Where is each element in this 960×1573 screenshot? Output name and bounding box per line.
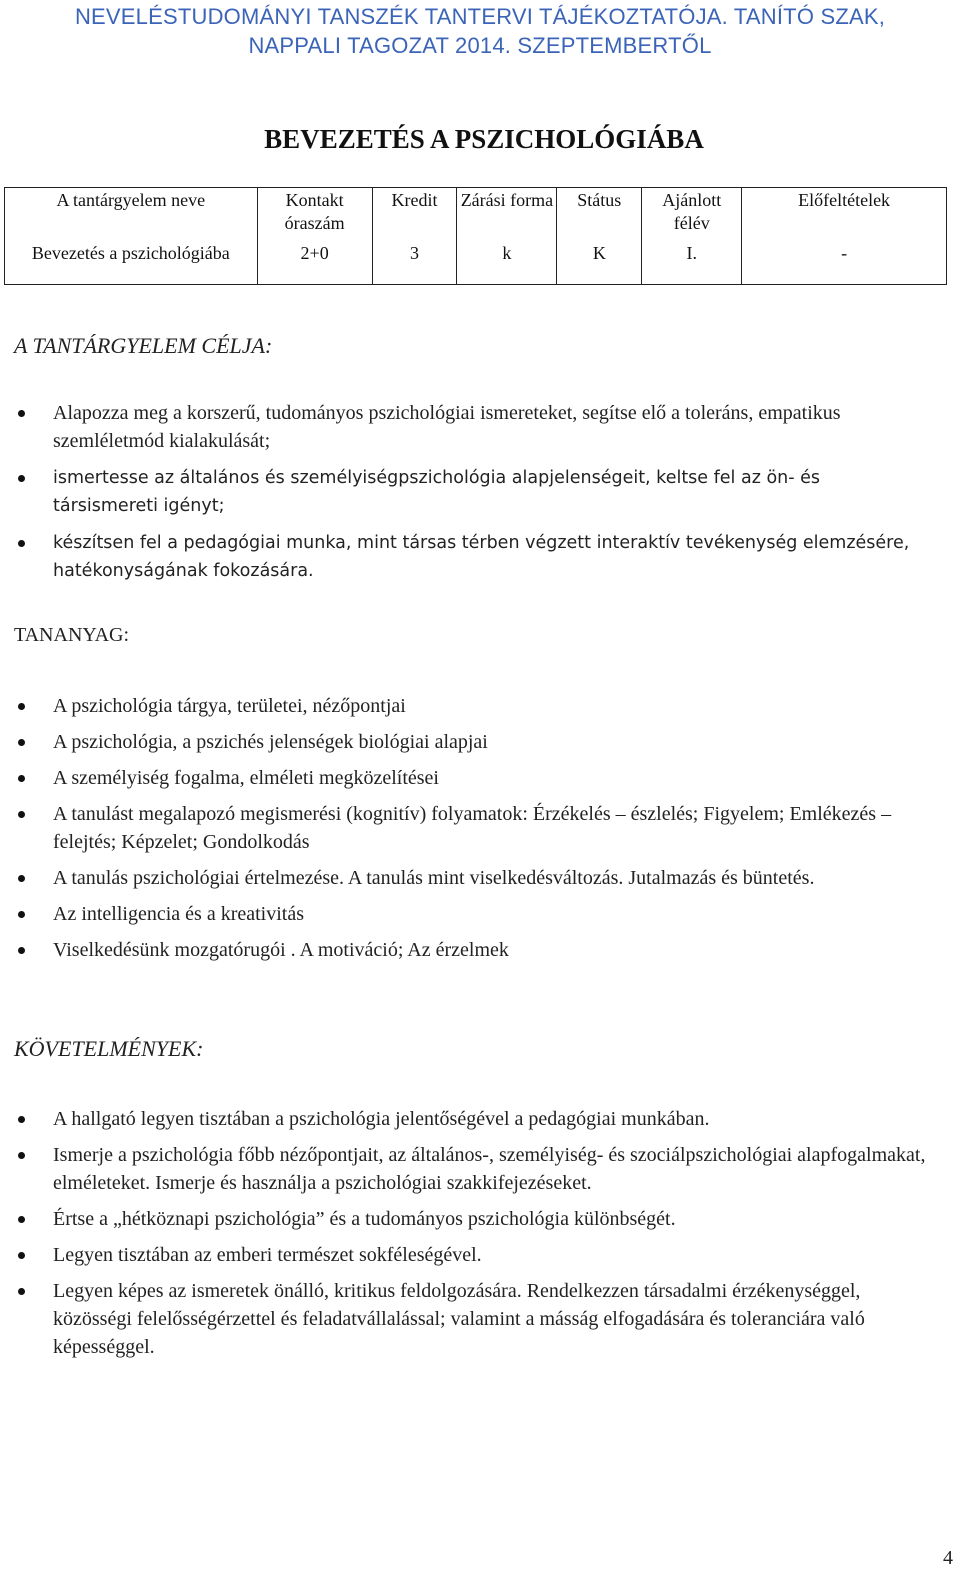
requirements-heading: KÖVETELMÉNYEK: <box>14 1036 204 1061</box>
list-item <box>0 692 930 720</box>
list-item <box>0 1141 930 1197</box>
document-header <box>0 2 960 60</box>
table-header-row <box>5 188 947 241</box>
list-item <box>0 864 930 892</box>
bullet-icon <box>18 1216 25 1223</box>
bullet-icon <box>18 739 25 746</box>
bullet-icon <box>18 811 25 818</box>
material-text: Az intelligencia és a kreativitás <box>53 903 305 925</box>
header-cell-recommended-semester: Ajánlott félév <box>642 188 742 241</box>
list-item <box>0 464 930 520</box>
requirement-text: Legyen képes az ismeretek önálló, kritikus feldolgozására. Rendelkezzen társadalmi érzékenységgel, közösségi felelősségérzettel és feladatvállalással; valamint a másság elfogadására és toleranciára való képességgel. <box>53 1280 865 1358</box>
bullet-icon <box>18 947 25 954</box>
list-item <box>0 1277 930 1361</box>
cell-closing-form: k <box>457 241 557 285</box>
material-text: A pszichológia, a pszichés jelenségek biológiai alapjai <box>53 731 488 753</box>
material-text: A pszichológia tárgya, területei, nézőpontjai <box>53 695 406 717</box>
list-item <box>0 728 930 756</box>
list-item <box>0 399 930 455</box>
material-text: Viselkedésünk mozgatórugói . A motiváció; Az érzelmek <box>53 939 509 961</box>
requirement-text: Értse a „hétköznapi pszichológia” és a tudományos pszichológia különbségét. <box>53 1208 676 1230</box>
bullet-icon <box>18 1116 25 1123</box>
list-item <box>0 900 930 928</box>
course-info-table <box>4 187 947 285</box>
cell-status: K <box>557 241 642 285</box>
header-cell-credit: Kredit <box>372 188 457 241</box>
list-item <box>0 800 930 856</box>
bullet-icon <box>18 1152 25 1159</box>
material-text: A személyiség fogalma, elméleti megközelítései <box>53 767 439 789</box>
cell-recommended-semester: I. <box>642 241 742 285</box>
material-text: A tanulás pszichológiai értelmezése. A tanulás mint viselkedésváltozás. Jutalmazás és büntetés. <box>53 867 815 889</box>
cell-credit: 3 <box>372 241 457 285</box>
list-item <box>0 936 930 964</box>
goal-text: Alapozza meg a korszerű, tudományos pszichológiai ismereteket, segítse elő a toleráns, empatikus szemléletmód kialakulását; <box>53 402 841 452</box>
requirement-text: A hallgató legyen tisztában a pszichológia jelentőségével a pedagógiai munkában. <box>53 1108 710 1130</box>
goals-list <box>0 399 930 585</box>
list-item <box>0 764 930 792</box>
cell-prerequisites: - <box>742 241 947 285</box>
bullet-icon <box>18 775 25 782</box>
requirement-text: Ismerje a pszichológia főbb nézőpontjait, az általános-, személyiség- és szociálpszichológiai alapfogalmakat, elméleteket. Ismerje és használja a pszichológiai szakkifejezéseket. <box>53 1144 926 1194</box>
table-row <box>5 241 947 285</box>
page-number: 4 <box>943 1547 953 1569</box>
bullet-icon <box>18 911 25 918</box>
list-item <box>0 1205 930 1233</box>
bullet-icon <box>18 875 25 882</box>
bullet-icon <box>18 1288 25 1295</box>
list-item <box>0 1105 930 1133</box>
header-cell-contact-hours: Kontakt óraszám <box>257 188 372 241</box>
course-title: BEVEZETÉS A PSZICHOLÓGIÁBA <box>264 124 704 154</box>
bullet-icon <box>18 1252 25 1259</box>
requirement-text: Legyen tisztában az emberi természet sokféleségével. <box>53 1244 482 1266</box>
header-cell-prerequisites: Előfeltételek <box>742 188 947 241</box>
bullet-icon <box>18 540 25 547</box>
material-list <box>0 692 930 964</box>
bullet-icon <box>18 703 25 710</box>
bullet-icon <box>18 475 25 482</box>
header-cell-status: Státus <box>557 188 642 241</box>
list-item <box>0 1241 930 1269</box>
header-line-1: NEVELÉSTUDOMÁNYI TANSZÉK TANTERVI TÁJÉKOZTATÓJA. TANÍTÓ SZAK, <box>74 4 886 29</box>
goal-text: ismertesse az általános és személyiségpszichológia alapjelenségeit, keltse fel az ön- és társismereti igényt; <box>53 468 821 516</box>
header-line-2: NAPPALI TAGOZAT 2014. SZEPTEMBERTŐL <box>248 33 712 58</box>
material-heading: TANANYAG: <box>14 624 130 646</box>
cell-contact-hours: 2+0 <box>257 241 372 285</box>
list-item <box>0 529 930 585</box>
header-cell-name: A tantárgyelem neve <box>5 188 258 241</box>
material-text: A tanulást megalapozó megismerési (kognitív) folyamatok: Érzékelés – észlelés; Figyelem; Emlékezés – felejtés; Képzelet; Gondolkodás <box>53 803 892 853</box>
requirements-list <box>0 1105 930 1361</box>
header-cell-closing-form: Zárási forma <box>457 188 557 241</box>
goals-heading: A TANTÁRGYELEM CÉLJA: <box>14 333 273 358</box>
cell-name: Bevezetés a pszichológiába <box>5 241 258 285</box>
bullet-icon <box>18 410 25 417</box>
goal-text: készítsen fel a pedagógiai munka, mint társas térben végzett interaktív tevékenység elemzésére, hatékonyságának fokozására. <box>53 533 910 581</box>
